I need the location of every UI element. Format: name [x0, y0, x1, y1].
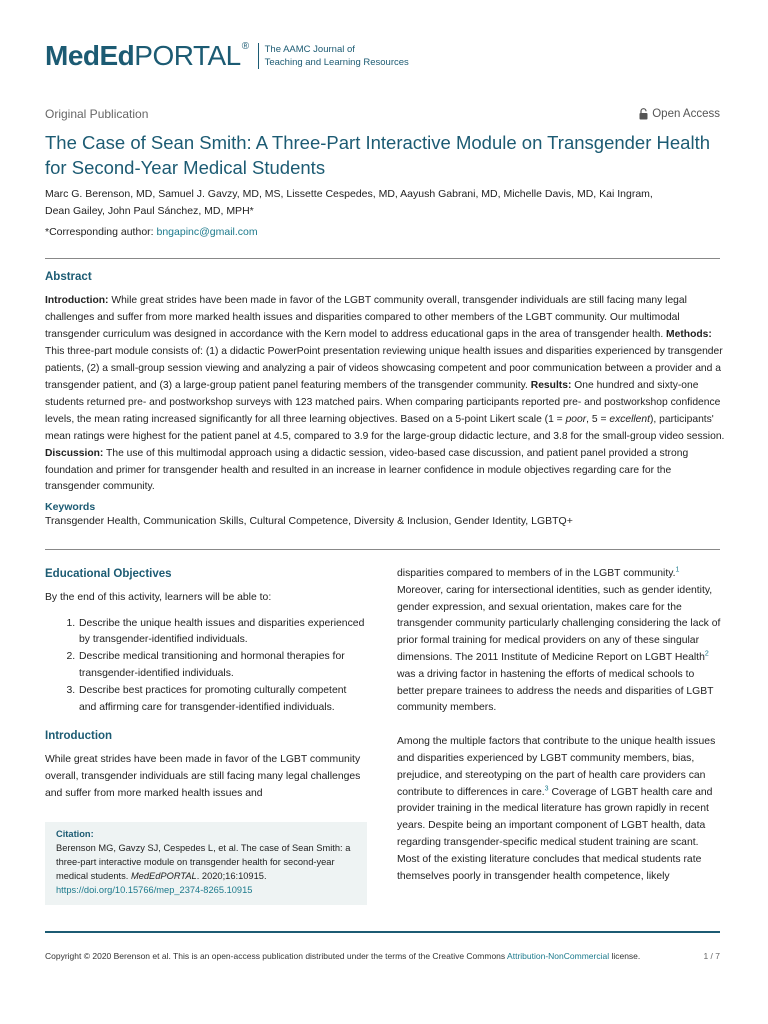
abstract-discussion-label: Discussion: — [45, 447, 104, 459]
reference-link[interactable]: 3 — [544, 785, 549, 793]
right-column — [397, 566, 722, 885]
unlock-icon — [639, 108, 648, 120]
citation-box — [45, 822, 367, 905]
reference-link[interactable]: 1 — [675, 566, 680, 574]
medportal-logo[interactable]: MedEdPORTAL® — [45, 40, 249, 71]
journal-tagline-line1: The AAMC Journal of — [264, 44, 355, 55]
abstract-intro-text: While great strides have been made in favor of the LGBT community overall, transgender individuals are still facing many legal challenges and suffer from more marked health issues and disparities compared to other members of the LGBT community. Our multimodal transgender curriculum was designed in accordance with the Kern model to address educational gaps in the area of transgender health. — [45, 295, 687, 340]
body-text: Moreover, caring for intersectional identities, such as gender identity, gender expression, and sexual orientation, makes care for the transgender community particularly challenging considering the lack of prior formal training for medical providers on any of these singular dimensions. The 2011 Institute of Medicine Report on LGBT Health — [397, 584, 721, 663]
abstract-results-text: , 5 = — [586, 413, 610, 425]
objective-item: 2. Describe medical transitioning and hormonal therapies for transgender-identified individuals. — [78, 649, 365, 683]
copyright-text: Copyright © 2020 Berenson et al. This is an open-access publication distributed under the terms of the Creative Commons — [45, 951, 508, 961]
citation-volume: . 2020;16:10915. — [196, 871, 267, 881]
abstract-intro-label: Introduction: — [45, 295, 109, 306]
open-access-badge[interactable] — [639, 108, 720, 120]
abstract-results-label: Results: — [530, 379, 572, 391]
copyright-text: license. — [609, 951, 641, 961]
body-text: disparities compared to members of in the LGBT community. — [397, 568, 676, 579]
citation-journal: MedEdPORTAL — [130, 871, 197, 881]
objectives-intro: By the end of this activity, learners will be able to: — [45, 591, 272, 603]
body-text: Coverage of LGBT health care and provider training in the medical literature has grown rapidly in recent years. Despite being an important component of LGBT health, data regarding transgender-specific medical student training are scant. Most of the existing literature concludes that medical students rate themselves poorly in transgender health competence, likely — [397, 786, 713, 882]
objective-item: 3. Describe best practices for promoting culturally competent and affirming care for transgender-identified individuals. — [78, 683, 365, 717]
copyright-footer — [45, 951, 720, 961]
authors-line-1: Marc G. Berenson, MD, Samuel J. Gavzy, MD, MS, Lissette Cespedes, MD, Aayush Gabrani, MD, Michelle Davis, MD, Kai Ingram, — [45, 188, 653, 200]
journal-tagline-line2: Teaching and Learning Resources — [264, 57, 409, 68]
divider — [45, 549, 720, 550]
introduction-text: While great strides have been made in favor of the LGBT community overall, transgender individuals are still facing many legal challenges and suffer from more marked health issues and — [45, 754, 361, 799]
left-column — [45, 566, 365, 803]
citation-heading: Citation: — [56, 829, 94, 839]
corresponding-author — [45, 226, 258, 238]
objectives-list — [45, 616, 365, 717]
abstract-results-text: ), participants' mean ratings were highest for the patient panel at 4.5, compared to 3.9 for the large-group didactic lecture, and 3.8 for the small-group video session. — [45, 413, 725, 442]
body-text: Among the multiple factors that contribute to the unique health issues and disparities experienced by LGBT community members, bias, prejudice, and stereotyping on the part of health care providers can contribute to differences in care. — [397, 736, 716, 798]
citation-doi-link[interactable]: https://doi.org/10.15766/mep_2374-8265.10915 — [56, 885, 253, 895]
corresponding-email-link[interactable]: bngapinc@gmail.com — [156, 226, 258, 238]
page-number: 1 / 7 — [703, 951, 720, 961]
journal-masthead — [45, 38, 409, 74]
keywords-heading: Keywords — [45, 501, 96, 513]
author-list — [45, 186, 725, 220]
abstract-heading: Abstract — [45, 271, 92, 283]
abstract-discussion-text: The use of this multimodal approach using a didactic session, video-based case discussion, and patient panel provided a strong foundation and primer for transgender health and resulted in an increase in learner confidence in module objectives regarding care for the transgender community. — [45, 447, 689, 493]
open-access-label: Open Access — [652, 108, 720, 120]
introduction-heading: Introduction — [45, 730, 113, 743]
abstract-results-text: One hundred and sixty-one students returned pre- and postworkshop surveys with 123 matched pairs. When comparing participants reported pre- and postworkshop confidence levels, the mean rating increased significantly for all three learning objectives. Based on a 5-point Likert scale (1 = — [45, 379, 721, 425]
body-paragraph — [397, 734, 722, 885]
abstract-body — [45, 293, 725, 496]
body-text: was a driving factor in hastening the efforts of medical schools to better prepare trainees to address the needs and disparities of LGBT community members. — [397, 668, 714, 714]
abstract-methods-label: Methods: — [666, 328, 712, 340]
abstract-methods-text: This three-part module consists of: (1) a didactic PowerPoint presentation reviewing unique health issues and disparities experienced by transgender patients, (2) a small-group session viewing and analyzing a pair of videos showcasing competent and poor communication between a provider and a transgender patient, and (3) a large-group patient panel featuring members of the transgender community. — [45, 345, 723, 391]
likert-excellent: excellent — [609, 413, 650, 425]
license-link[interactable]: Attribution-NonCommercial — [507, 951, 610, 961]
objective-item: 1. Describe the unique health issues and disparities experienced by transgender-identified individuals. — [78, 616, 365, 650]
likert-poor: poor — [565, 413, 587, 425]
journal-tagline — [258, 43, 409, 69]
body-paragraph — [397, 566, 722, 717]
corresponding-label: *Corresponding author: — [45, 226, 157, 238]
keywords-list: Transgender Health, Communication Skills, Cultural Competence, Diversity & Inclusion, Gender Identity, LGBTQ+ — [45, 515, 573, 527]
citation-reference: Berenson MG, Gavzy SJ, Cespedes L, et al. The case of Sean Smith: a three-part interactive module on transgender health for second-year medical students. — [56, 843, 351, 881]
citation-text — [56, 841, 356, 883]
publication-type: Original Publication — [45, 107, 149, 121]
objectives-heading: Educational Objectives — [45, 568, 172, 580]
footer-rule — [45, 931, 720, 933]
article-title: The Case of Sean Smith: A Three-Part Interactive Module on Transgender Health for Second-Year Medical Students — [45, 132, 710, 178]
divider — [45, 258, 720, 259]
reference-link[interactable]: 2 — [704, 650, 709, 658]
paragraph-spacer — [397, 717, 722, 734]
authors-line-2: Dean Gailey, John Paul Sánchez, MD, MPH* — [45, 205, 254, 217]
